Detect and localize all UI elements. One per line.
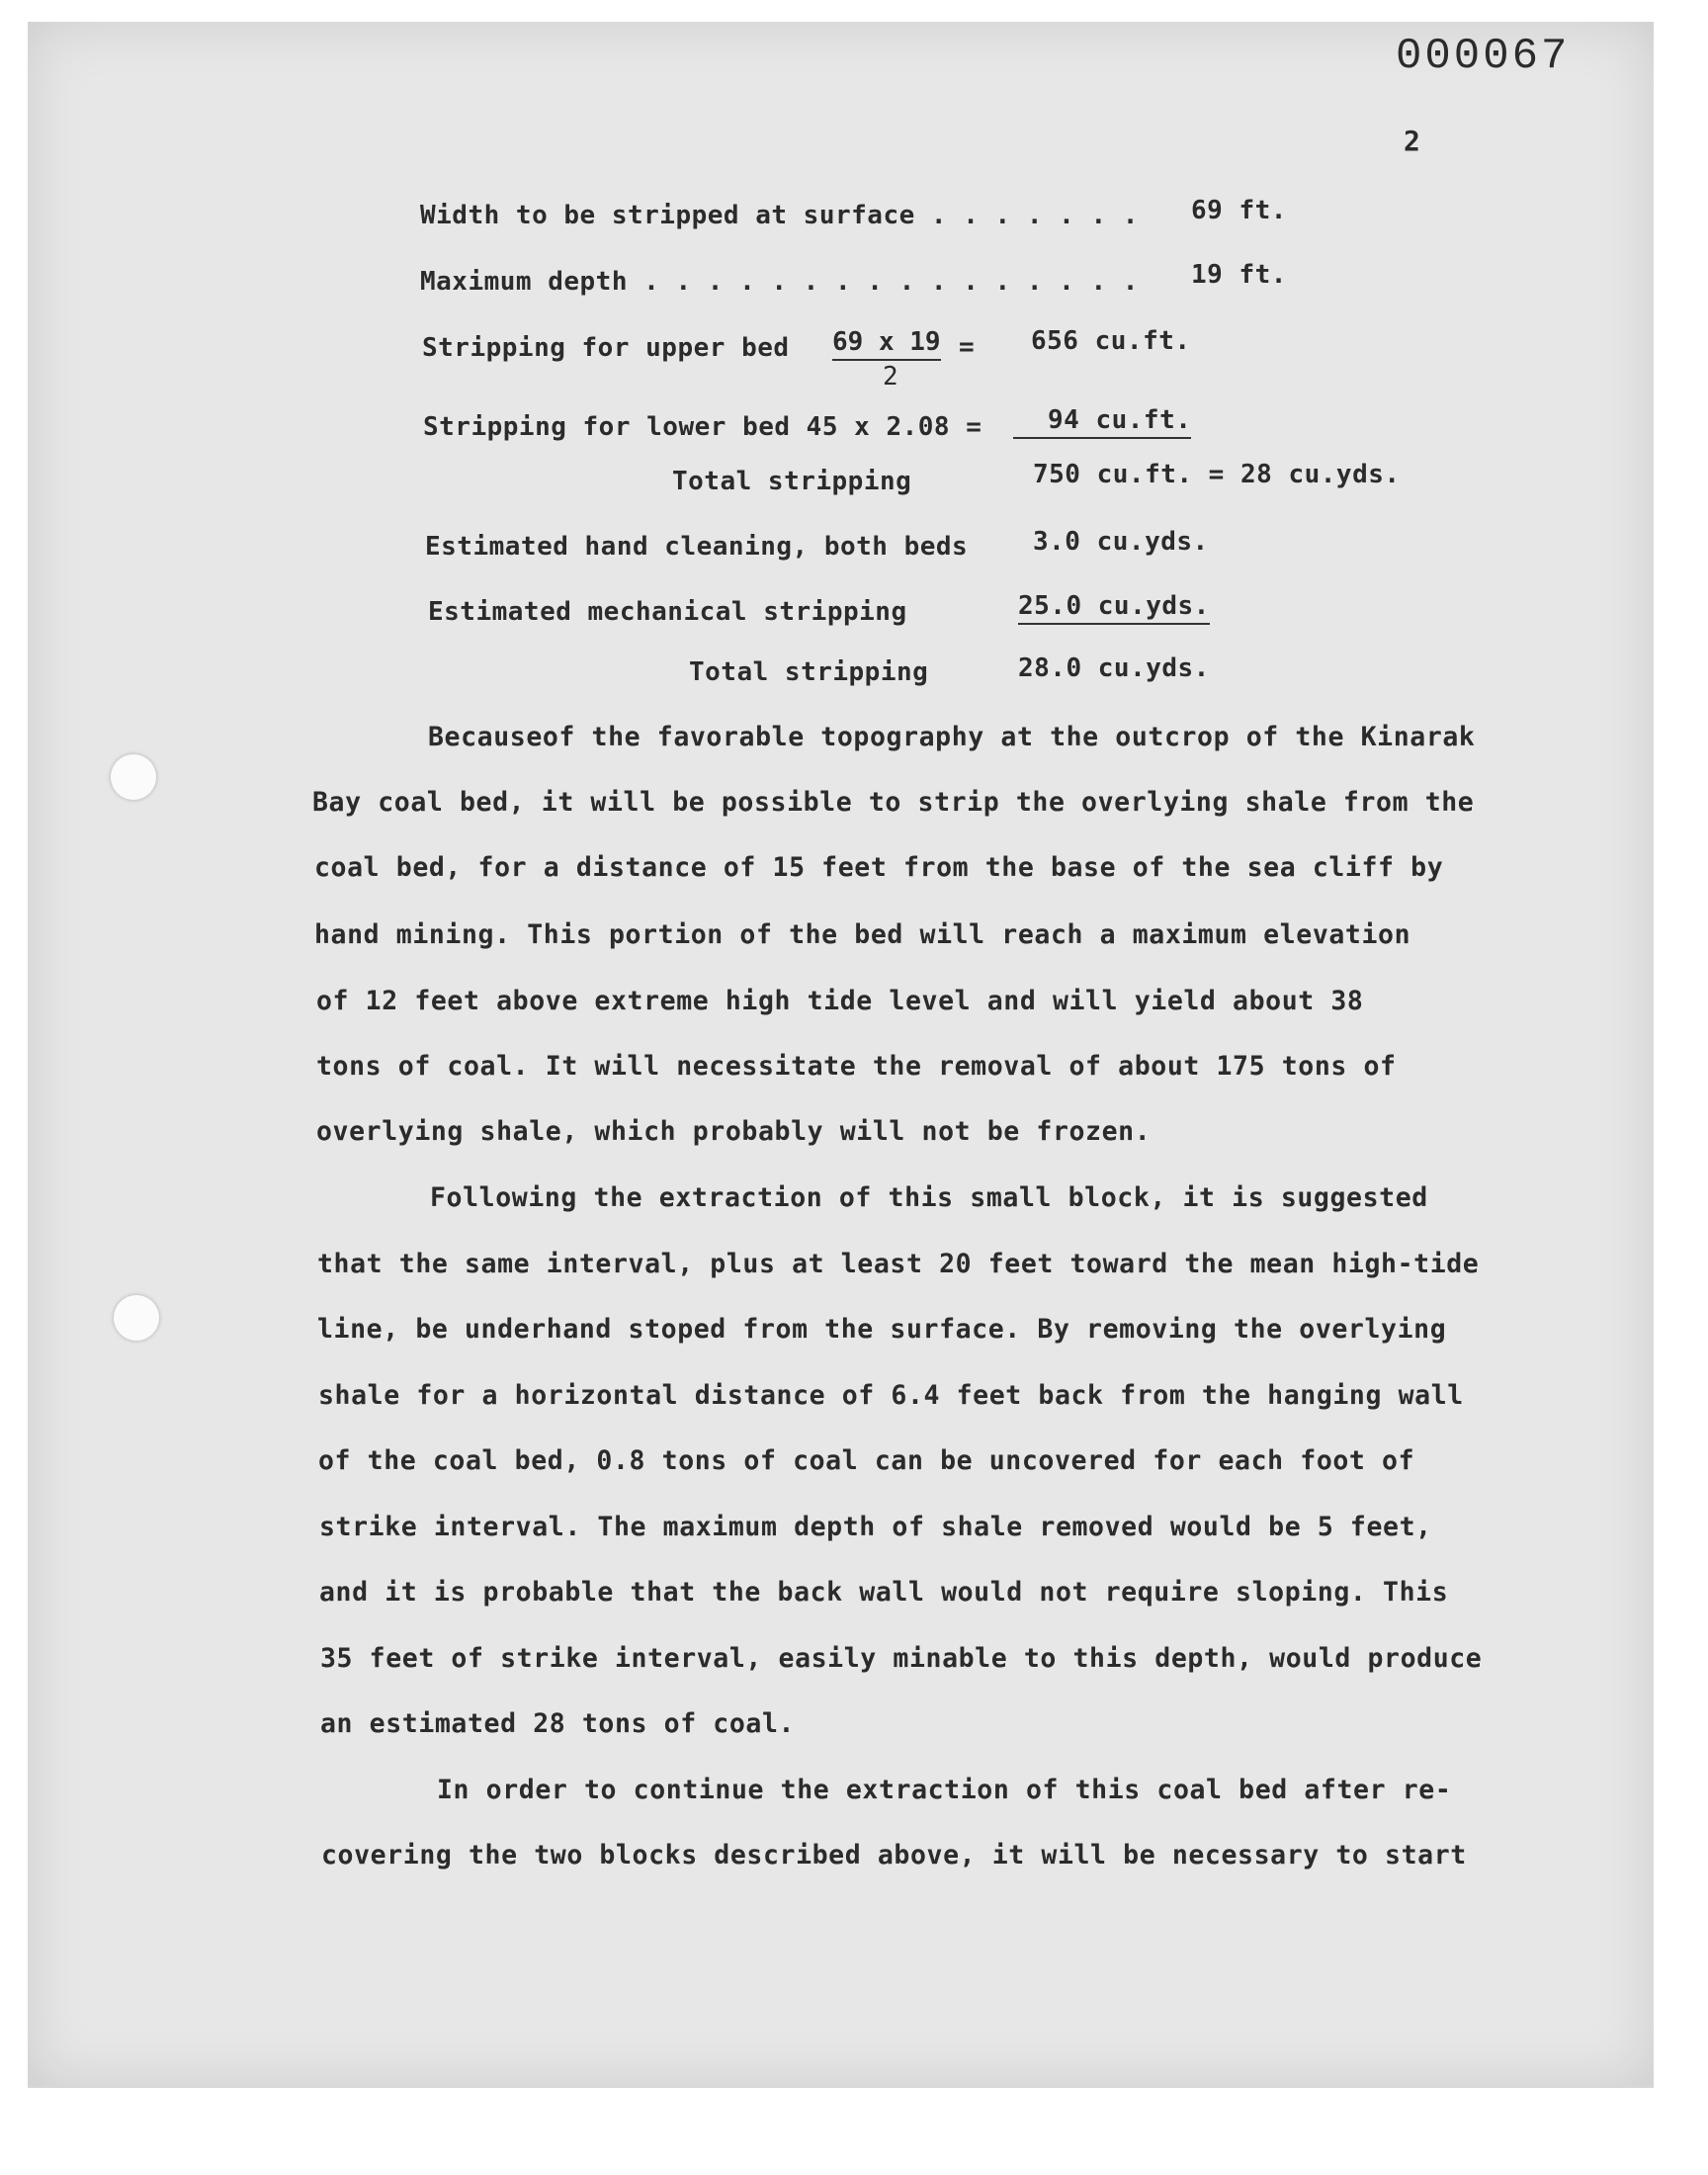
mechanical-stripping-label: Estimated mechanical stripping <box>428 597 907 627</box>
mechanical-stripping-value: 25.0 cu.yds. <box>1018 591 1210 625</box>
text-line: hand mining. This portion of the bed will reach a maximum elevation <box>314 919 1411 950</box>
page-number: 2 <box>1404 125 1421 157</box>
total-stripping-label-2: Total stripping <box>689 657 929 687</box>
width-value: 69 ft. <box>1191 196 1287 225</box>
punch-hole <box>111 754 156 800</box>
document-number: 000067 <box>1396 32 1571 81</box>
lower-bed-value: 94 cu.ft. <box>1013 405 1191 439</box>
lower-bed-label: Stripping for lower bed 45 x 2.08 = <box>423 412 982 442</box>
upper-bed-denominator: 2 <box>883 362 898 392</box>
text-line: Bay coal bed, it will be possible to strip the overlying shale from the <box>312 787 1475 818</box>
text-line: that the same interval, plus at least 20 feet toward the mean high-tide <box>317 1249 1480 1279</box>
depth-label: Maximum depth . . . . . . . . . . . . . . . . <box>420 267 1139 297</box>
text-line: line, be underhand stoped from the surface. By removing the overlying <box>317 1314 1447 1345</box>
depth-value: 19 ft. <box>1191 260 1287 290</box>
text-line: Following the extraction of this small block, it is suggested <box>430 1182 1428 1213</box>
text-line: coal bed, for a distance of 15 feet from the base of the sea cliff by <box>314 852 1444 883</box>
text-line: of the coal bed, 0.8 tons of coal can be uncovered for each foot of <box>318 1445 1415 1476</box>
hand-cleaning-value: 3.0 cu.yds. <box>1033 527 1209 557</box>
total-stripping-value-2: 28.0 cu.yds. <box>1018 653 1210 683</box>
punch-hole <box>114 1295 159 1341</box>
text-line: tons of coal. It will necessitate the removal of about 175 tons of <box>316 1051 1397 1082</box>
text-line: strike interval. The maximum depth of shale removed would be 5 feet, <box>319 1512 1432 1542</box>
text-line: overlying shale, which probably will not be frozen. <box>316 1116 1152 1147</box>
upper-bed-equals: = <box>959 332 975 362</box>
total-stripping-label: Total stripping <box>672 467 912 496</box>
text-line: 35 feet of strike interval, easily minable to this depth, would produce <box>320 1643 1483 1674</box>
upper-bed-numerator: 69 x 19 <box>832 327 941 361</box>
upper-bed-value: 656 cu.ft. <box>1031 326 1191 356</box>
text-line: shale for a horizontal distance of 6.4 feet back from the hanging wall <box>318 1380 1464 1411</box>
total-stripping-value: 750 cu.ft. = 28 cu.yds. <box>1033 460 1401 489</box>
text-line: an estimated 28 tons of coal. <box>320 1708 796 1739</box>
text-line: covering the two blocks described above, it will be necessary to start <box>321 1840 1467 1870</box>
width-label: Width to be stripped at surface . . . . . . . <box>420 201 1139 230</box>
text-line: Becauseof the favorable topography at the outcrop of the Kinarak <box>428 722 1476 752</box>
upper-bed-label: Stripping for upper bed <box>422 333 790 363</box>
text-line: In order to continue the extraction of this coal bed after re- <box>437 1775 1452 1805</box>
hand-cleaning-label: Estimated hand cleaning, both beds <box>425 532 969 562</box>
text-line: of 12 feet above extreme high tide level and will yield about 38 <box>316 986 1364 1016</box>
text-line: and it is probable that the back wall would not require sloping. This <box>319 1577 1449 1608</box>
